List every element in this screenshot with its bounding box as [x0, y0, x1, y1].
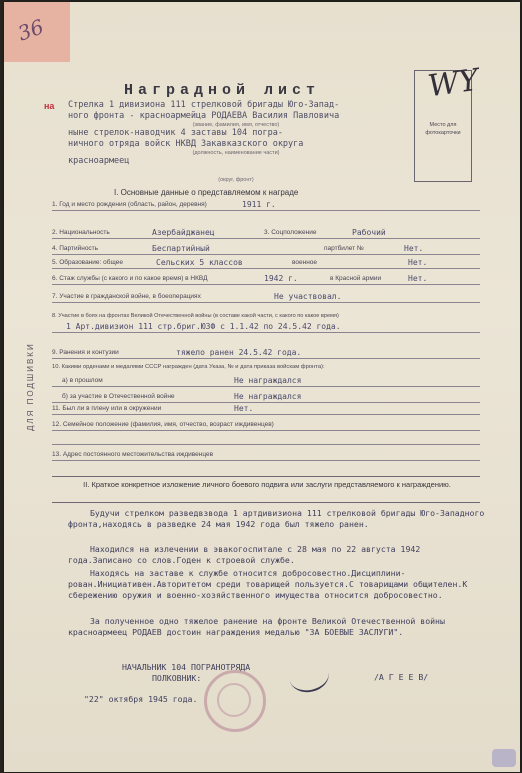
narrative-paragraph: Находясь на заставе к службе относится добросовестно.Дисциплини-рован.Инициативен.Авторитетом среди товарищей пользуется.С товарищами общителен.К сбережению оружия и военно-хозяйственного имущества относится добросовестно.: [68, 568, 468, 600]
header-line: красноармеец: [68, 156, 130, 166]
signoff-date: "22" октября 1945 года.: [84, 694, 198, 704]
signoff-line: ПОЛКОВНИК:: [152, 673, 202, 683]
field-birth: 1. Год и место рождения (область, район, деревня) 1911 г.: [52, 196, 480, 211]
photo-handwriting: WY: [425, 62, 481, 105]
vertical-margin-text: ДЛЯ ПОДШИВКИ: [26, 342, 35, 432]
header-line: ного фронта - красноармейца РОДАЕВА Василия Павловича: [68, 111, 340, 121]
signoff-line: НАЧАЛЬНИК 104 ПОГРАНОТРЯДА: [122, 662, 251, 672]
field-ww2: 8. Участие в боях на фронтах Великой Отечественной войны (в составе какой части, с какого по какое время) 1 Арт.дивизион 111 стр.бриг.ЮЗФ с 1.1.42 по 24.5.42 года.: [52, 308, 480, 333]
award-sheet: [4, 2, 520, 772]
field-captivity: 11. Был ли в плену или в окружении Нет.: [52, 400, 480, 415]
viewer-app-icon[interactable]: [492, 749, 516, 767]
header-block: [68, 100, 404, 183]
field-nationality: 2. Национальность Азербайджанец 3. Соцположение Рабочий: [52, 224, 480, 239]
caption-position: (должность, наименование части): [192, 150, 280, 156]
header-line: ныне стрелок-наводчик 4 заставы 104 погра-: [68, 128, 283, 138]
photo-box-label: Место для фотокарточки: [425, 122, 461, 136]
section-2-title: II. Краткое конкретное изложение личного боевого подвига или заслуги представляемого к награждению.: [83, 480, 451, 489]
corner-handwritten-mark: 36: [14, 14, 47, 46]
field-service: 6. Стаж службы (с какого и по какое время) в НКВД 1942 г. в Красной армии Нет.: [52, 270, 480, 285]
section-divider: [52, 502, 480, 503]
field-family-line2: [52, 430, 480, 445]
field-family: 12. Семейное положение (фамилия, имя, отчество, возраст иждивенцев): [52, 416, 480, 431]
margin-mark: на: [44, 101, 55, 111]
field-awards-war: б) за участие в Отечественной войне Не награждался: [52, 388, 480, 403]
caption-name: (звание, фамилия, имя, отчество): [192, 122, 280, 128]
document-title: Наградной лист: [124, 82, 321, 99]
header-line: Стрелка 1 дивизиона 111 стрелковой бригады Юго-Запад-: [68, 100, 340, 110]
section-divider: [52, 476, 480, 477]
signoff-title: [122, 662, 322, 684]
field-party: 4. Партийность Беспартийный партбилет № Нет.: [52, 240, 480, 255]
field-wounds: 9. Ранения и контузии тяжело ранен 24.5.42 года.: [52, 344, 480, 359]
narrative-paragraph: Находился на излечении в эвакогоспитале с 28 мая по 22 августа 1942 года.Записано со слов.Годен к строевой службе.: [68, 544, 421, 565]
field-education: 5. Образование: общее Сельских 5 классов военное Нет.: [52, 254, 480, 269]
field-address: 13. Адрес постоянного местожительства иждивенцев: [52, 446, 480, 461]
narrative-paragraph: За полученное одно тяжелое ранение на фронте Великой Отечественной войны красноармеец РОДАЕВ достоин награждения медалью "ЗА БОЕВЫЕ ЗАСЛУГИ".: [68, 616, 445, 637]
caption-district: (округ, фронт): [218, 177, 254, 183]
narrative-paragraph: Будучи стрелком разведвзвода 1 артдивизиона 111 стрелковой бригады Юго-Западного фронта,находясь в разведке 24 мая 1942 года был тяжело ранен.: [68, 508, 485, 529]
field-awards: 10. Какими орденами и медалями СССР награжден (дата Указа, № и дата приказа войскам фронта):: [52, 364, 325, 370]
field-civil-war: 7. Участие в гражданской войне, в боеоперациях Не участвовал.: [52, 288, 480, 303]
header-line: ничного отряда войск НКВД Закавказского округа: [68, 139, 304, 149]
signoff-name: /А Г Е Е В/: [374, 672, 429, 682]
field-awards-past: а) в прошлом Не награждался: [52, 372, 480, 387]
section-1-title: I. Основные данные о представляемом к награде: [114, 188, 299, 197]
